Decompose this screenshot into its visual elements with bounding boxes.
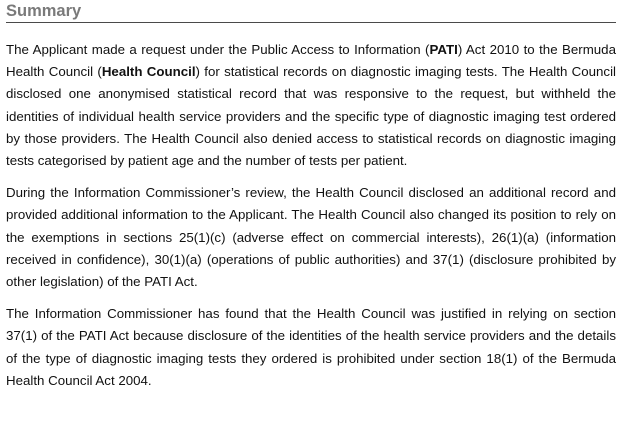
title-rule [6,22,616,23]
health-council-abbrev: Health Council [101,64,196,80]
paragraph-2: During the Information Commissioner’s review, the Health Council disclosed an additional record and provided additional information to the Applicant. The Health Council also changed its position to rely on the exemptions in sections 25(1)(c) (adverse effect on commercial interests), 26(1)(a) (information received in confidence), 30(1)(a) (operations of public authorities) and 37(1) (disclosure prohibited by other legislation) of the PATI Act. [6,185,616,290]
paragraph-1-text-a: The Applicant made a request under the Public Access to Information ( [6,42,430,57]
paragraph-1-text-c: ) for statistical records on diagnostic imaging tests. The Health Council disclosed one anonymised statistical record that was responsive to the request, but withheld the identities of individual health service providers and the specific type of diagnostic imaging test ordered by those providers. The Health Council also denied access to statistical records on diagnostic imaging tests categorised by patient age and the number of tests per patient. [6,64,616,169]
paragraph-1 [6,39,616,172]
paragraph-3: The Information Commissioner has found that the Health Council was justified in relying on section 37(1) of the PATI Act because disclosure of the identities of the health service providers and the details of the type of diagnostic imaging tests they ordered is prohibited under section 18(1) of the Bermuda Health Council Act 2004. [6,306,616,388]
pati-abbrev: PATI [429,42,458,57]
section-title: Summary [6,2,82,20]
paragraph-1-text-b: ) Act 2010 to the Bermuda Health Council ( [6,42,616,80]
